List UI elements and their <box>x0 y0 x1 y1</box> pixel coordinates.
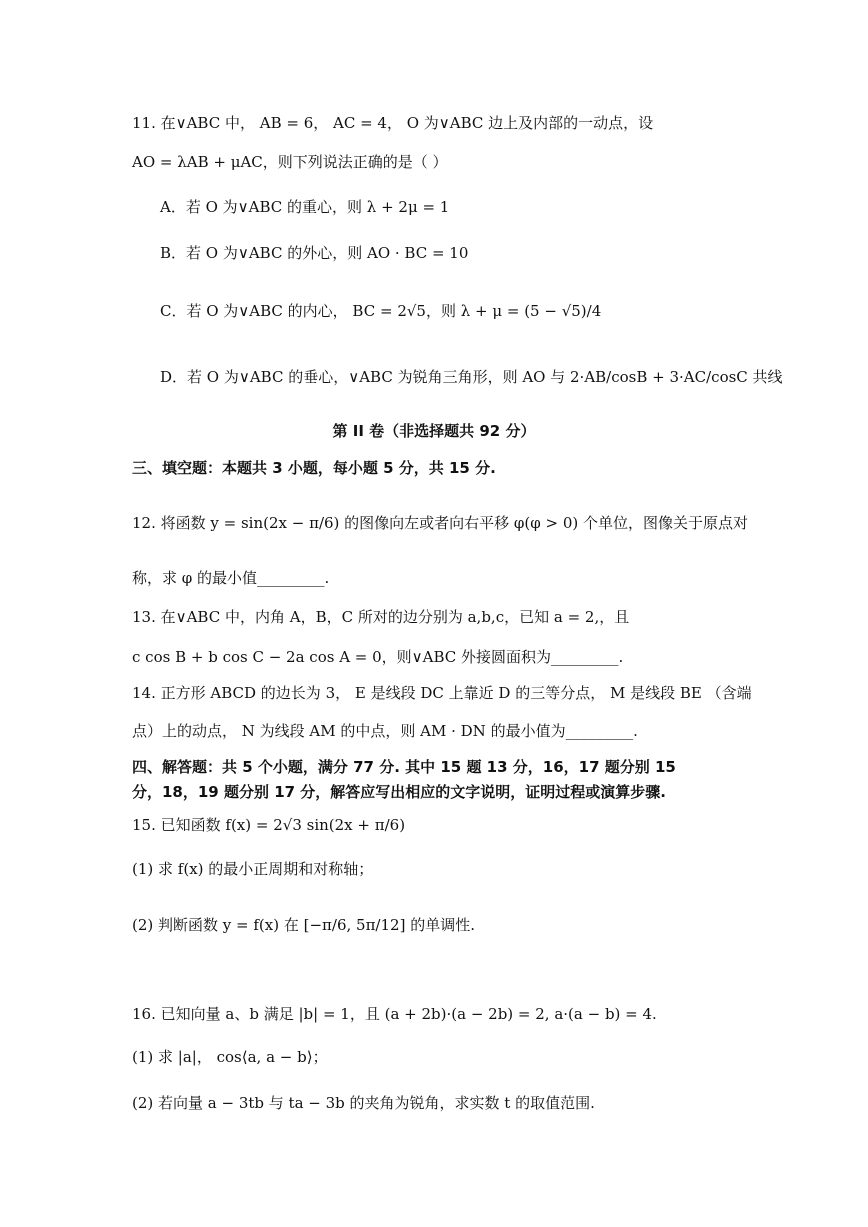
q11-option-a: A．若 O 为∨ABC 的重心，则 λ + 2μ = 1 <box>160 198 450 216</box>
q11-option-b: B．若 O 为∨ABC 的外心，则 AO · BC = 10 <box>160 244 469 262</box>
section-answer-header-line1: 四、解答题：共 5 个小题，满分 77 分. 其中 15 题 13 分，16，17 题分别 15 <box>132 758 676 776</box>
q15-part1: (1) 求 f(x) 的最小正周期和对称轴； <box>132 860 374 878</box>
q11-line2: AO = λAB + μAC，则下列说法正确的是（ ） <box>132 153 448 171</box>
q14-line1: 14. 正方形 ABCD 的边长为 3， E 是线段 DC 上靠近 D 的三等分点， M 是线段 BE （含端 <box>132 684 752 702</box>
q12-line2: 称，求 φ 的最小值_________. <box>132 569 330 587</box>
section-answer-header-line2: 分，18，19 题分别 17 分，解答应写出相应的文字说明，证明过程或演算步骤. <box>132 783 666 801</box>
q12-line1: 12. 将函数 y = sin(2x − π/6) 的图像向左或者向右平移 φ(φ > 0) 个单位，图像关于原点对 <box>132 514 749 532</box>
q15-stem: 15. 已知函数 f(x) = 2√3 sin(2x + π/6) <box>132 816 406 834</box>
q13-line1: 13. 在∨ABC 中，内角 A，B，C 所对的边分别为 a,b,c，已知 a = 2,，且 <box>132 608 630 626</box>
q16-stem: 16. 已知向量 a、b 满足 |b| = 1，且 (a + 2b)·(a − 2b) = 2, a·(a − b) = 4. <box>132 1005 657 1023</box>
q16-part2: (2) 若向量 a − 3tb 与 ta − 3b 的夹角为锐角，求实数 t 的取值范围. <box>132 1094 595 1112</box>
q15-part2: (2) 判断函数 y = f(x) 在 [−π/6, 5π/12] 的单调性. <box>132 916 475 934</box>
q14-line2: 点）上的动点， N 为线段 AM 的中点，则 AM · DN 的最小值为_________. <box>132 722 638 740</box>
q16-part1: (1) 求 |a|， cos⟨a, a − b⟩； <box>132 1048 328 1066</box>
q11-option-c: C．若 O 为∨ABC 的内心， BC = 2√5，则 λ + μ = (5 − √5)/4 <box>160 302 602 320</box>
q11-line1: 11. 在∨ABC 中， AB = 6， AC = 4， O 为∨ABC 边上及内部的一动点，设 <box>132 114 654 132</box>
section-fill-in-header: 三、填空题：本题共 3 小题，每小题 5 分，共 15 分. <box>132 459 496 477</box>
q11-option-d: D．若 O 为∨ABC 的垂心，∨ABC 为锐角三角形，则 AO 与 2·AB/cosB + 3·AC/cosC 共线 <box>160 368 783 386</box>
section-title: 第 II 卷（非选择题共 92 分） <box>332 422 536 440</box>
q13-line2: c cos B + b cos C − 2a cos A = 0，则∨ABC 外接圆面积为_________. <box>132 648 624 666</box>
